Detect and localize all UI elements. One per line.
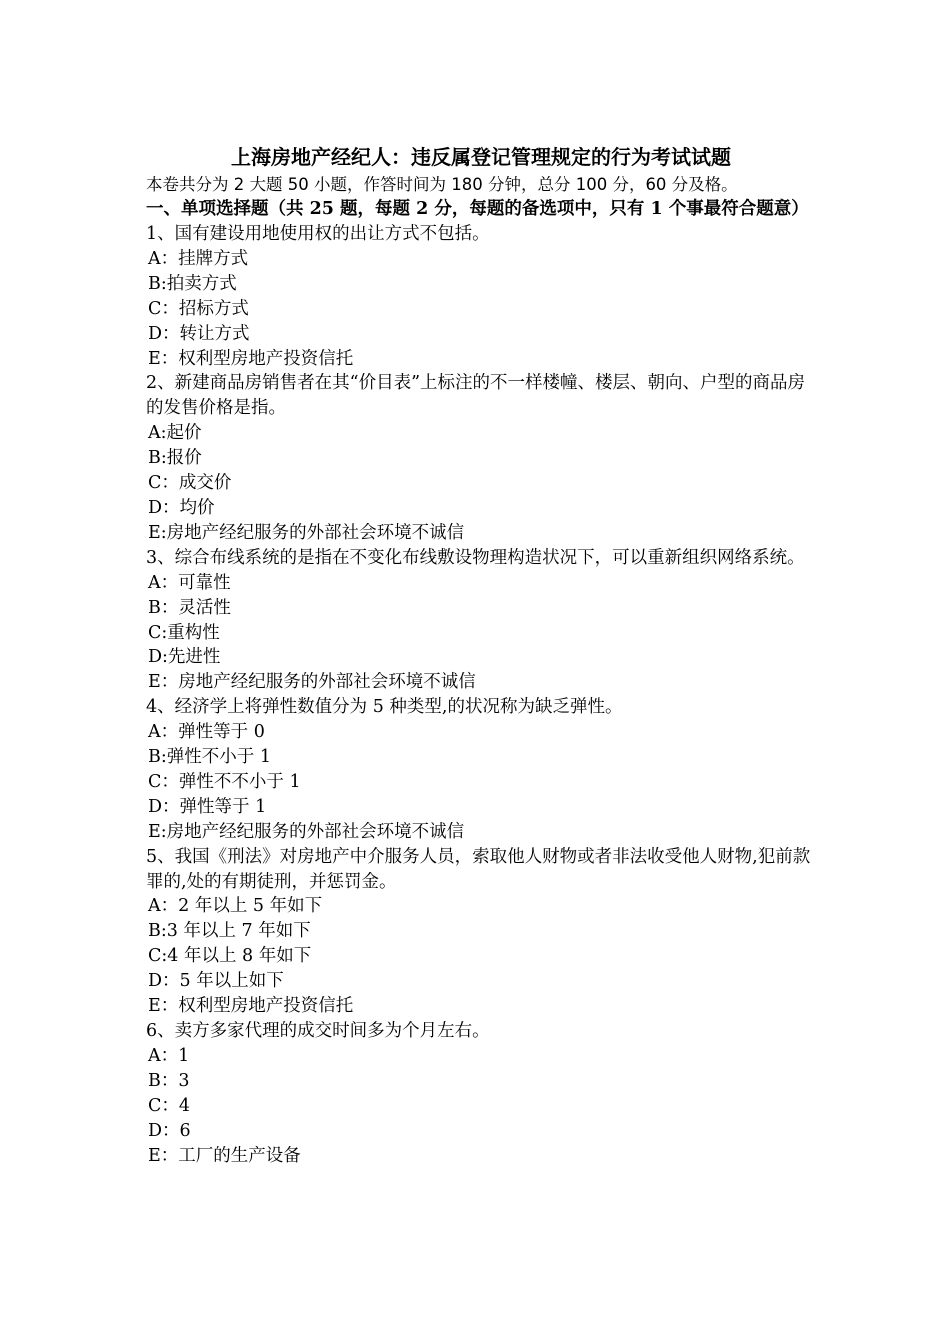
question-3: [146, 546, 816, 695]
question-stem: 4、经济学上将弹性数值分为 5 种类型,的状况称为缺乏弹性。: [146, 697, 623, 718]
option-e: E：权利型房地产投资信托: [148, 348, 354, 369]
option-a: A：弹性等于 0: [148, 722, 265, 743]
question-5: [146, 845, 816, 1019]
option-b: B:弹性不小于 1: [148, 747, 271, 768]
option-e: E：权利型房地产投资信托: [148, 996, 354, 1017]
option-a: A：可靠性: [148, 572, 231, 593]
option-a: A：1: [148, 1045, 190, 1066]
option-d: D：均价: [148, 497, 215, 518]
option-c: C:重构性: [148, 622, 220, 643]
option-e: E：工厂的生产设备: [148, 1145, 301, 1166]
option-c: C：4: [148, 1095, 191, 1116]
option-d: D:先进性: [148, 647, 221, 668]
option-b: B:3 年以上 7 年如下: [148, 921, 311, 942]
option-e: E:房地产经纪服务的外部社会环境不诚信: [148, 522, 465, 543]
option-c: C：招标方式: [148, 298, 249, 319]
option-d: D：转让方式: [148, 323, 250, 344]
option-a: A：挂牌方式: [148, 248, 249, 269]
option-e: E:房地产经纪服务的外部社会环境不诚信: [148, 821, 465, 842]
question-stem: 5、我国《刑法》对房地产中介服务人员，索取他人财物或者非法收受他人财物,犯前款罪的,处的有期徒刑，并惩罚金。: [146, 846, 811, 892]
section-heading: 一、单项选择题（共 25 题，每题 2 分，每题的备选项中，只有 1 个事最符合题意）: [146, 199, 809, 219]
option-d: D：弹性等于 1: [148, 796, 267, 817]
option-d: D：6: [148, 1120, 191, 1141]
option-d: D：5 年以上如下: [148, 971, 284, 992]
question-4: [146, 695, 816, 844]
question-stem: 1、国有建设用地使用权的出让方式不包括。: [146, 224, 490, 244]
document-body: [146, 143, 816, 1168]
question-2: [146, 371, 816, 545]
question-stem: 6、卖方多家代理的成交时间多为个月左右。: [146, 1021, 490, 1041]
option-b: B:拍卖方式: [148, 273, 237, 294]
option-e: E：房地产经纪服务的外部社会环境不诚信: [148, 672, 476, 693]
question-6: [146, 1019, 816, 1168]
question-stem: 2、新建商品房销售者在其“价目表”上标注的不一样楼幢、楼层、朝向、户型的商品房的发售价格是指。: [146, 373, 806, 419]
exam-intro: 本卷共分为 2 大题 50 小题，作答时间为 180 分钟，总分 100 分，60 分及格。: [146, 175, 738, 194]
option-b: B：灵活性: [148, 597, 231, 618]
option-c: C：弹性不不小于 1: [148, 771, 301, 792]
option-b: B：3: [148, 1070, 190, 1091]
document-title: 上海房地产经纪人：违反属登记管理规定的行为考试试题: [231, 145, 731, 169]
question-stem: 3、综合布线系统的是指在不变化布线敷设物理构造状况下，可以重新组织网络系统。: [146, 547, 805, 568]
option-c: C：成交价: [148, 473, 232, 494]
option-a: A:起价: [148, 423, 202, 444]
option-c: C:4 年以上 8 年如下: [148, 946, 312, 967]
option-a: A：2 年以上 5 年如下: [148, 896, 323, 917]
option-b: B:报价: [148, 448, 202, 469]
question-1: [146, 222, 816, 371]
